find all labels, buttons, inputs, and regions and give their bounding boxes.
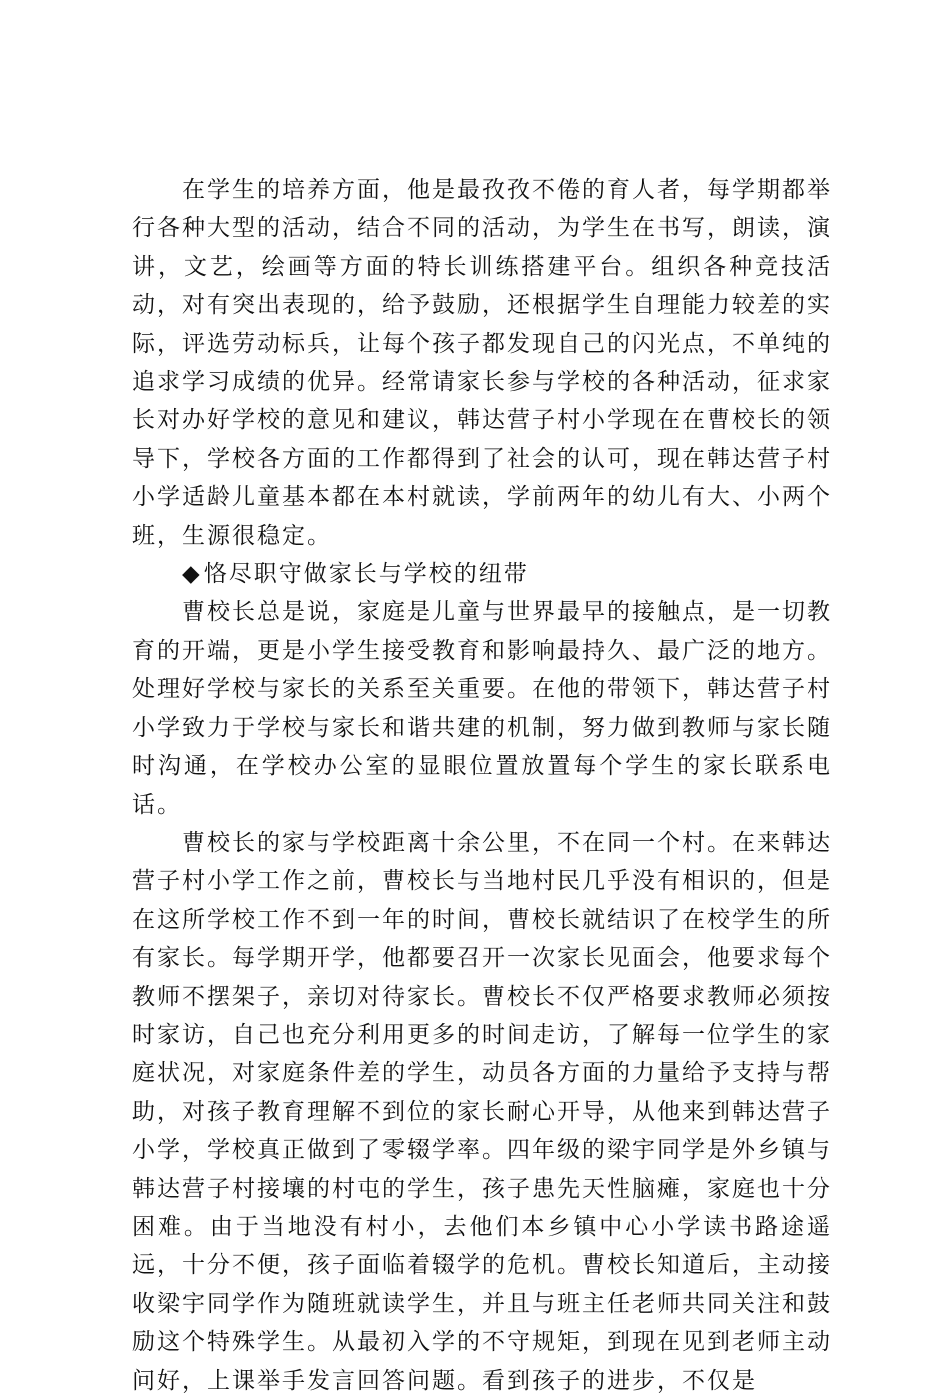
paragraph-cultivation: 在学生的培养方面，他是最孜孜不倦的育人者，每学期都举行各种大型的活动，结合不同的活动，为学生在书写，朗读，演讲，文艺，绘画等方面的特长训练搭建平台。组织各种竞技活动，对有突出表现的，给予鼓励，还根据学生自理能力较差的实际，评选劳动标兵，让每个孩子都发现自己的闪光点，不单纯的追求学习成绩的优异。经常请家长参与学校的各种活动，征求家长对办好学校的意见和建议，韩达营子村小学现在在曹校长的领导下，学校各方面的工作都得到了社会的认可，现在韩达营子村小学适龄儿童基本都在本村就读，学前两年的幼儿有大、小两个班，生源很稳定。 — [132, 177, 832, 549]
paragraph-home-visits: 曹校长的家与学校距离十余公里，不在同一个村。在来韩达营子村小学工作之前，曹校长与当地村民几乎没有相识的，但是在这所学校工作不到一年的时间，曹校长就结识了在校学生的所有家长。每学期开学，他都要召开一次家长见面会，他要求每个教师不摆架子，亲切对待家长。曹校长不仅严格要求教师必须按时家访，自己也充分利用更多的时间走访，了解每一位学生的家庭状况，对家庭条件差的学生，动员各方面的力量给予支持与帮助，对孩子教育理解不到位的家长耐心开导，从他来到韩达营子小学，学校真正做到了零辍学率。四年级的梁宇同学是外乡镇与韩达营子村接壤的村屯的学生，孩子患先天性脑瘫，家庭也十分困难。由于当地没有村小，去他们本乡镇中心小学读书路途遥远，十分不便，孩子面临着辍学的危机。曹校长知道后，主动接收梁宇同学作为随班就读学生，并且与班主任老师共同关注和鼓励这个特殊学生。从最初入学的不守规矩，到现在见到老师主动问好，上课举手发言回答问题。看到孩子的进步，不仅是 — [132, 829, 832, 1394]
section-heading — [132, 555, 832, 593]
section-heading-text: 恪尽职守做家长与学校的纽带 — [203, 561, 529, 588]
diamond-bullet-icon: ◆ — [182, 561, 202, 588]
paragraph-family-school: 曹校长总是说，家庭是儿童与世界最早的接触点，是一切教育的开端，更是小学生接受教育和影响最持久、最广泛的地方。处理好学校与家长的关系至关重要。在他的带领下，韩达营子村小学致力于学校与家长和谐共建的机制，努力做到教师与家长随时沟通，在学校办公室的显眼位置放置每个学生的家长联系电话。 — [132, 599, 832, 818]
document-body — [132, 171, 832, 1400]
